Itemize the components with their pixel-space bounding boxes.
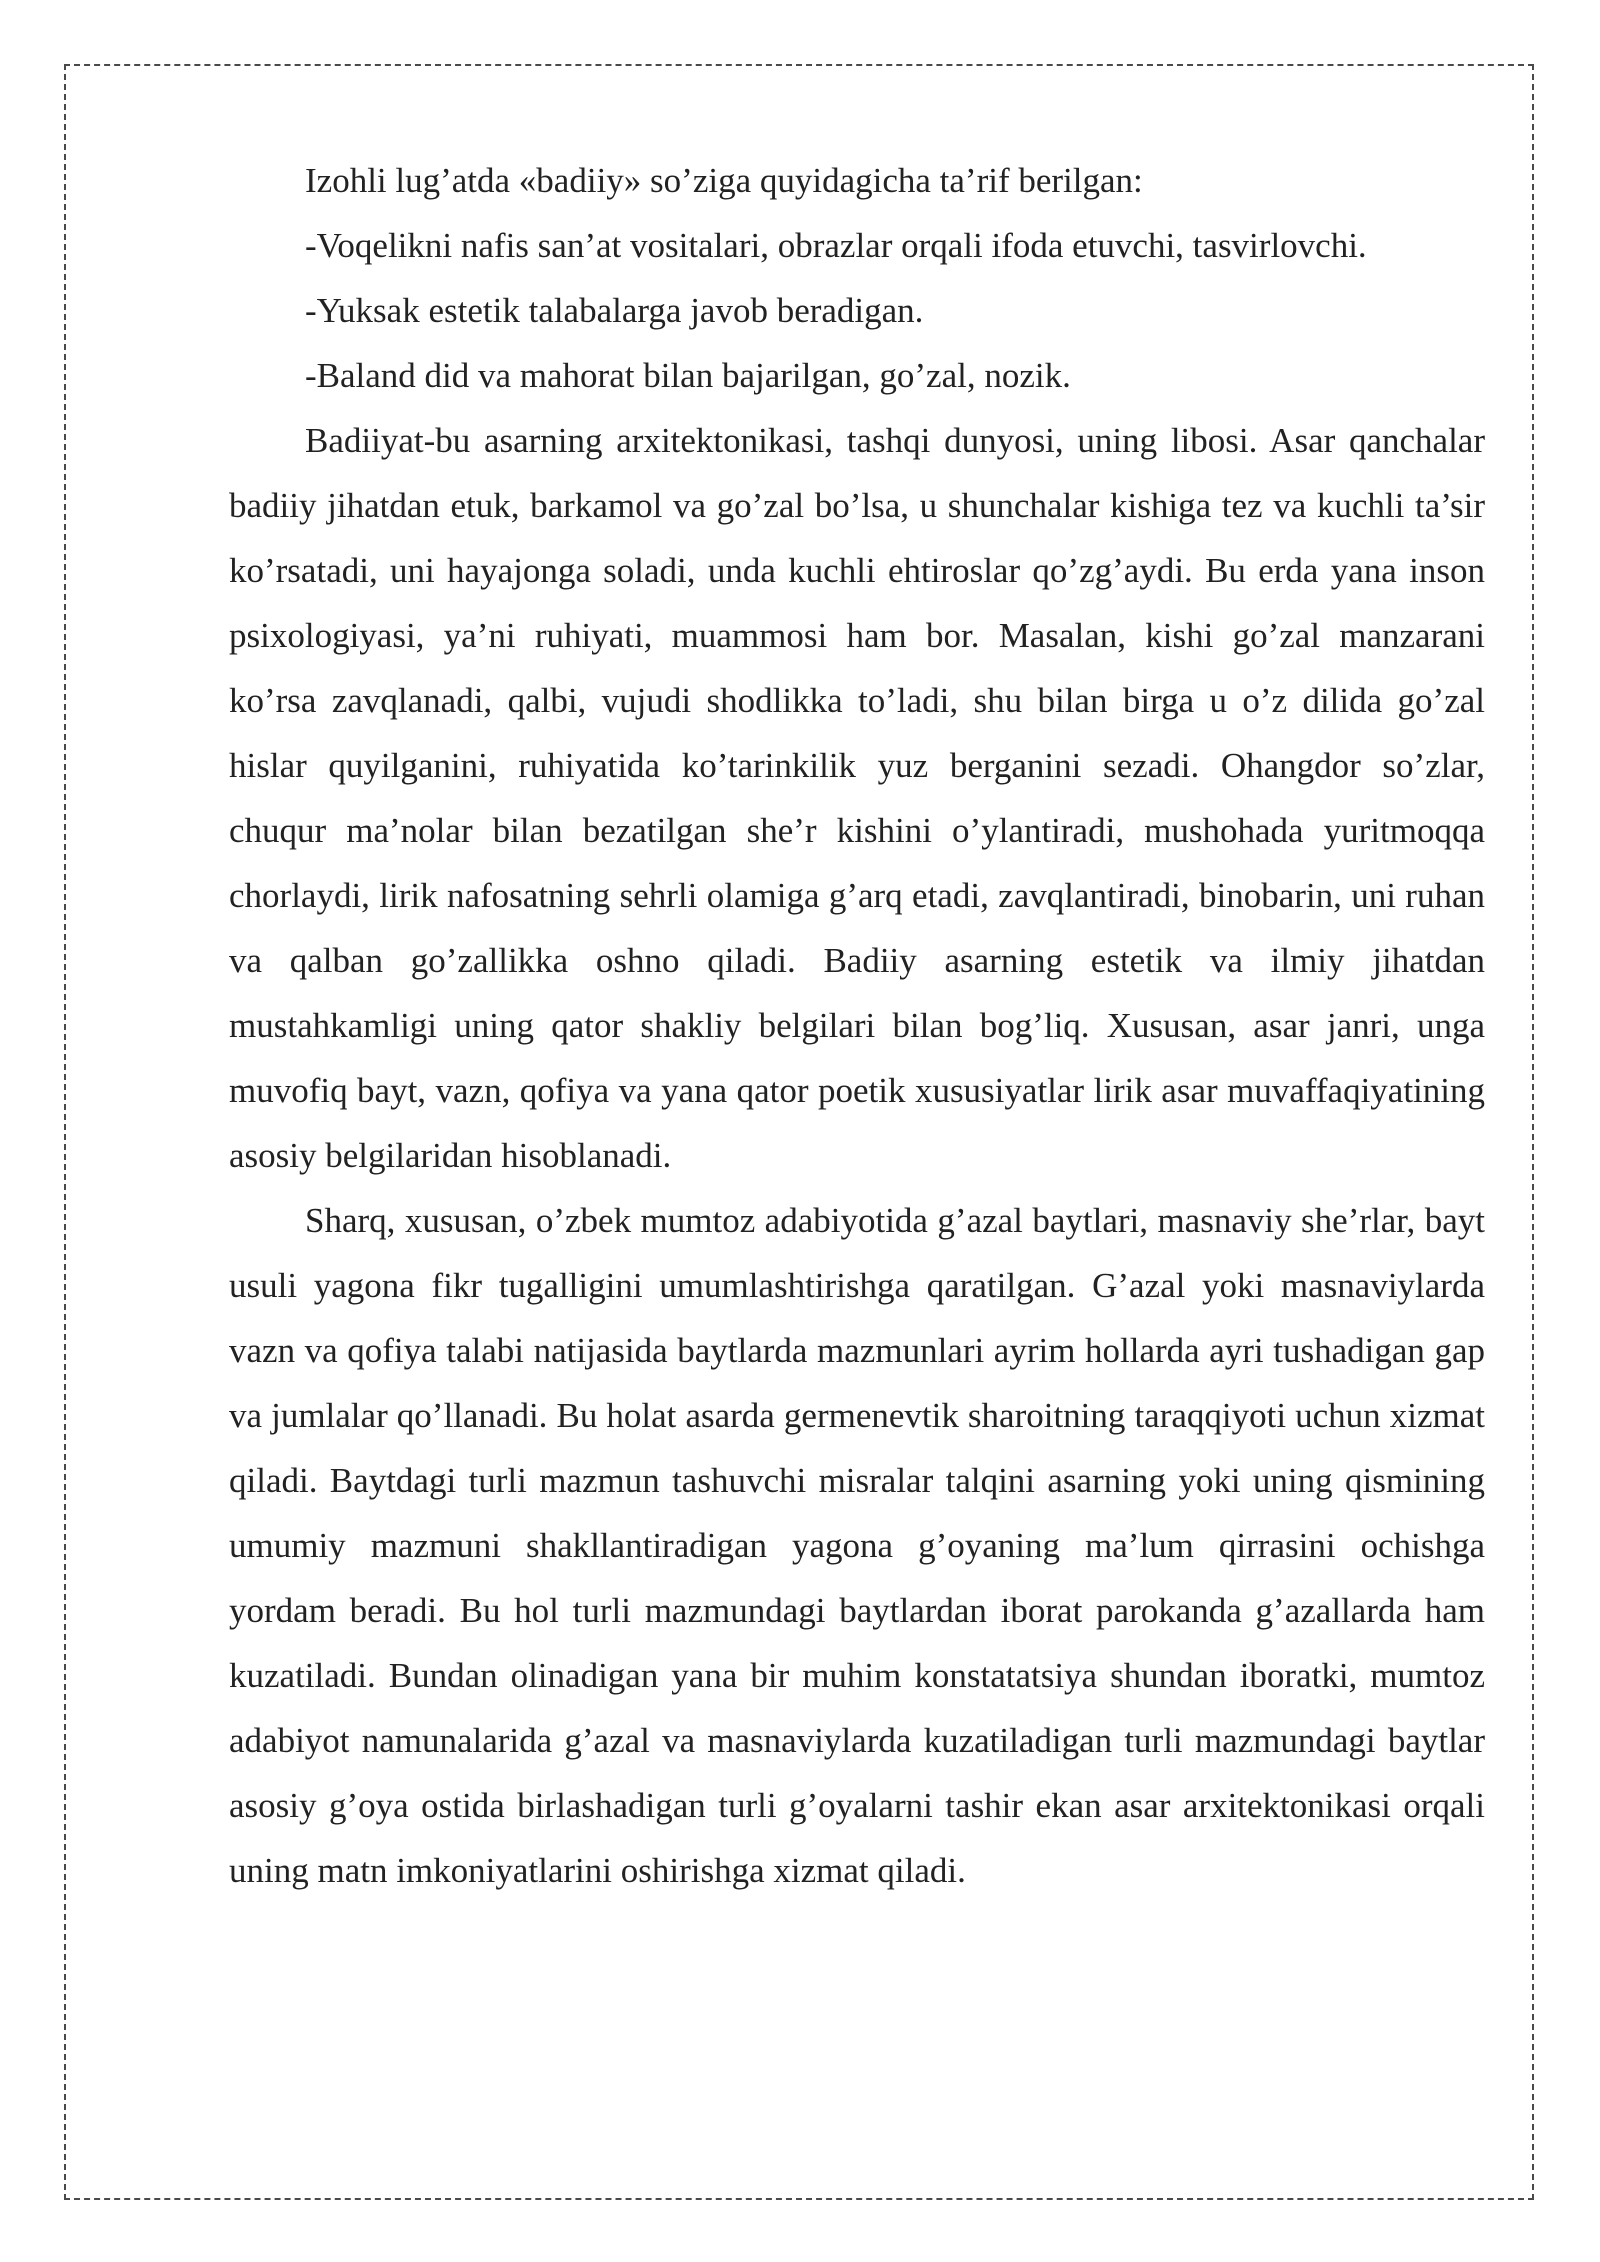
definition-item-1: -Voqelikni nafis san’at vositalari, obrazlar orqali ifoda etuvchi, tasvirlovchi. xyxy=(305,226,1367,265)
definition-item-3: -Baland did va mahorat bilan bajarilgan, go’zal, nozik. xyxy=(305,356,1071,395)
paragraph-sharq: Sharq, xususan, o’zbek mumtoz adabiyotida g’azal baytlari, masnaviy she’rlar, bayt usuli yagona fikr tugalligini umumlashtirishga qaratilgan. G’azal yoki masnaviylarda vazn va qofiya talabi natijasida baytlarda mazmunlari ayrim hollarda ayri tushadigan gap va jumlalar qo’llanadi. Bu holat asarda germenevtik sharoitning taraqqiyoti uchun xizmat qiladi. Baytdagi turli mazmun tashuvchi misralar talqini asarning yoki uning qismining umumiy mazmuni shakllantiradigan yagona g’oyaning ma’lum qirrasini ochishga yordam beradi. Bu hol turli mazmundagi baytlardan iborat parokanda g’azallarda ham kuzatiladi. Bundan olinadigan yana bir muhim konstatatsiya shundan iboratki, mumtoz adabiyot namunalarida g’azal va masnaviylarda kuzatiladigan turli mazmundagi baytlar asosiy g’oya ostida birlashadigan turli g’oyalarni tashir ekan asar arxitektonikasi orqali uning matn imkoniyatlarini oshirishga xizmat qiladi. xyxy=(229,1201,1485,1890)
definition-item-2: -Yuksak estetik talabalarga javob beradigan. xyxy=(305,291,924,330)
definition-intro-line: Izohli lug’atda «badiiy» so’ziga quyidagicha ta’rif berilgan: xyxy=(305,161,1143,200)
paragraph-badiiyat: Badiiyat-bu asarning arxitektonikasi, tashqi dunyosi, uning libosi. Asar qanchalar badiiy jihatdan etuk, barkamol va go’zal bo’lsa, u shunchalar kishiga tez va kuchli ta’sir ko’rsatadi, uni hayajonga soladi, unda kuchli ehtiroslar qo’zg’aydi. Bu erda yana inson psixologiyasi, ya’ni ruhiyati, muammosi ham bor. Masalan, kishi go’zal manzarani ko’rsa zavqlanadi, qalbi, vujudi shodlikka to’ladi, shu bilan birga u o’z dilida go’zal hislar quyilganini, ruhiyatida ko’tarinkilik yuz berganini sezadi. Ohangdor so’zlar, chuqur ma’nolar bilan bezatilgan she’r kishini o’ylantiradi, mushohada yuritmoqqa chorlaydi, lirik nafosatning sehrli olamiga g’arq etadi, zavqlantiradi, binobarin, uni ruhan va qalban go’zallikka oshno qiladi. Badiiy asarning estetik va ilmiy jihatdan mustahkamligi uning qator shakliy belgilari bilan bog’liq. Xususan, asar janri, unga muvofiq bayt, vazn, qofiya va yana qator poetik xususiyatlar lirik asar muvaffaqiyatining asosiy belgilaridan hisoblanadi. xyxy=(229,421,1485,1175)
document-body xyxy=(229,148,1485,1903)
